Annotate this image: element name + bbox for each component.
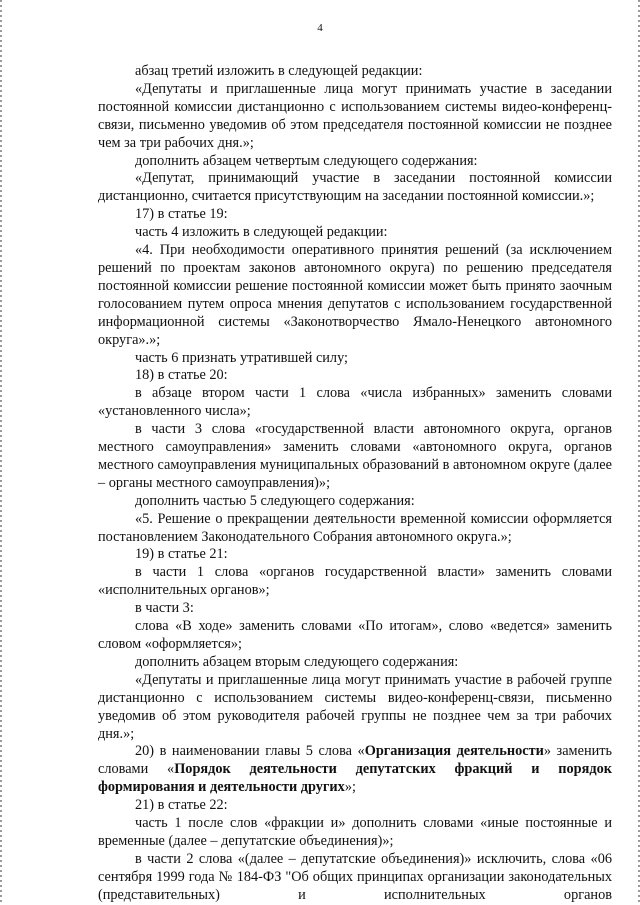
paragraph: 21) в статье 22: bbox=[135, 797, 228, 814]
paragraph: в части 2 слова «(далее – депутатские объединения)» исключить, слова «06 сентября 1999 года № 184-ФЗ "Об общих принципах организации законодательных (представительных) и исполнительных органов bbox=[98, 850, 612, 903]
text-run: 20) в наименовании главы 5 слова « bbox=[135, 743, 365, 760]
paragraph: в части 1 слова «органов государственной власти» заменить словами «исполнительных органов»; bbox=[98, 564, 612, 599]
paragraph: 18) в статье 20: bbox=[135, 367, 228, 384]
page-number: 4 bbox=[317, 22, 323, 34]
text-run: »; bbox=[344, 779, 356, 796]
paragraph: «4. При необходимости оперативного принятия решений (за исключением решений по проектам законов автономного округа) по решению председателя постоянной комиссии решение постоянной комиссии может быть принято заочным голосованием путем опроса мнения депутатов с использованием государственной информационной системы «Законотворчество Ямало-Ненецкого автономного округа».»; bbox=[98, 242, 612, 348]
paragraph: 19) в статье 21: bbox=[135, 546, 228, 563]
paragraph: 17) в статье 19: bbox=[135, 206, 228, 223]
paragraph: дополнить абзацем вторым следующего содержания: bbox=[135, 653, 459, 670]
paragraph-chapter-5 bbox=[98, 743, 612, 797]
paragraph: в абзаце втором части 1 слова «числа избранных» заменить словами «установленного числа»; bbox=[98, 385, 612, 420]
document-body bbox=[98, 63, 612, 905]
scan-edge-left bbox=[0, 0, 2, 905]
paragraph: абзац третий изложить в следующей редакции: bbox=[135, 63, 423, 79]
paragraph: слова «В ходе» заменить словами «По итогам», слово «ведется» заменить словом «оформляется»; bbox=[98, 618, 612, 652]
paragraph: «Депутаты и приглашенные лица могут принимать участие в заседании постоянной комиссии дистанционно с использованием системы видео-конференц-связи, письменно уведомив об этом председателя постоянной комиссии не позднее чем за три рабочих дня.»; bbox=[98, 80, 612, 151]
paragraph: в части 3: bbox=[135, 600, 194, 617]
bold-text-run: Организация деятельности bbox=[364, 743, 544, 760]
paragraph: дополнить абзацем четвертым следующего содержания: bbox=[135, 152, 478, 169]
bold-text-run: Порядок деятельности депутатских фракций и порядок формирования и деятельности других bbox=[98, 761, 612, 796]
paragraph: дополнить частью 5 следующего содержания: bbox=[135, 492, 415, 509]
paragraph: «5. Решение о прекращении деятельности временной комиссии оформляется постановлением Законодательного Собрания автономного округа.»; bbox=[98, 510, 612, 545]
paragraph: часть 6 признать утратившей силу; bbox=[135, 349, 349, 366]
paragraph: часть 4 изложить в следующей редакции: bbox=[135, 224, 388, 241]
paragraph: «Депутат, принимающий участие в заседании постоянной комиссии дистанционно, считается присутствующим на заседании постоянной комиссии.»; bbox=[98, 170, 612, 205]
paragraph: часть 1 после слов «фракции и» дополнить словами «иные постоянные и временные (далее – депутатские объединения)»; bbox=[98, 815, 612, 849]
paragraph: «Депутаты и приглашенные лица могут принимать участие в рабочей группе дистанционно с использованием системы видео-конференц-связи, письменно уведомив об этом руководителя рабочей группы не позднее чем за три рабочих дня.»; bbox=[98, 671, 612, 742]
paragraph: в части 3 слова «государственной власти автономного округа, органов местного самоуправления» заменить словами «автономного округа, органов местного самоуправления муниципальных образований в автономном округе (далее – органы местного самоуправления)»; bbox=[98, 421, 612, 491]
text-run: » заменить словами « bbox=[98, 743, 613, 778]
